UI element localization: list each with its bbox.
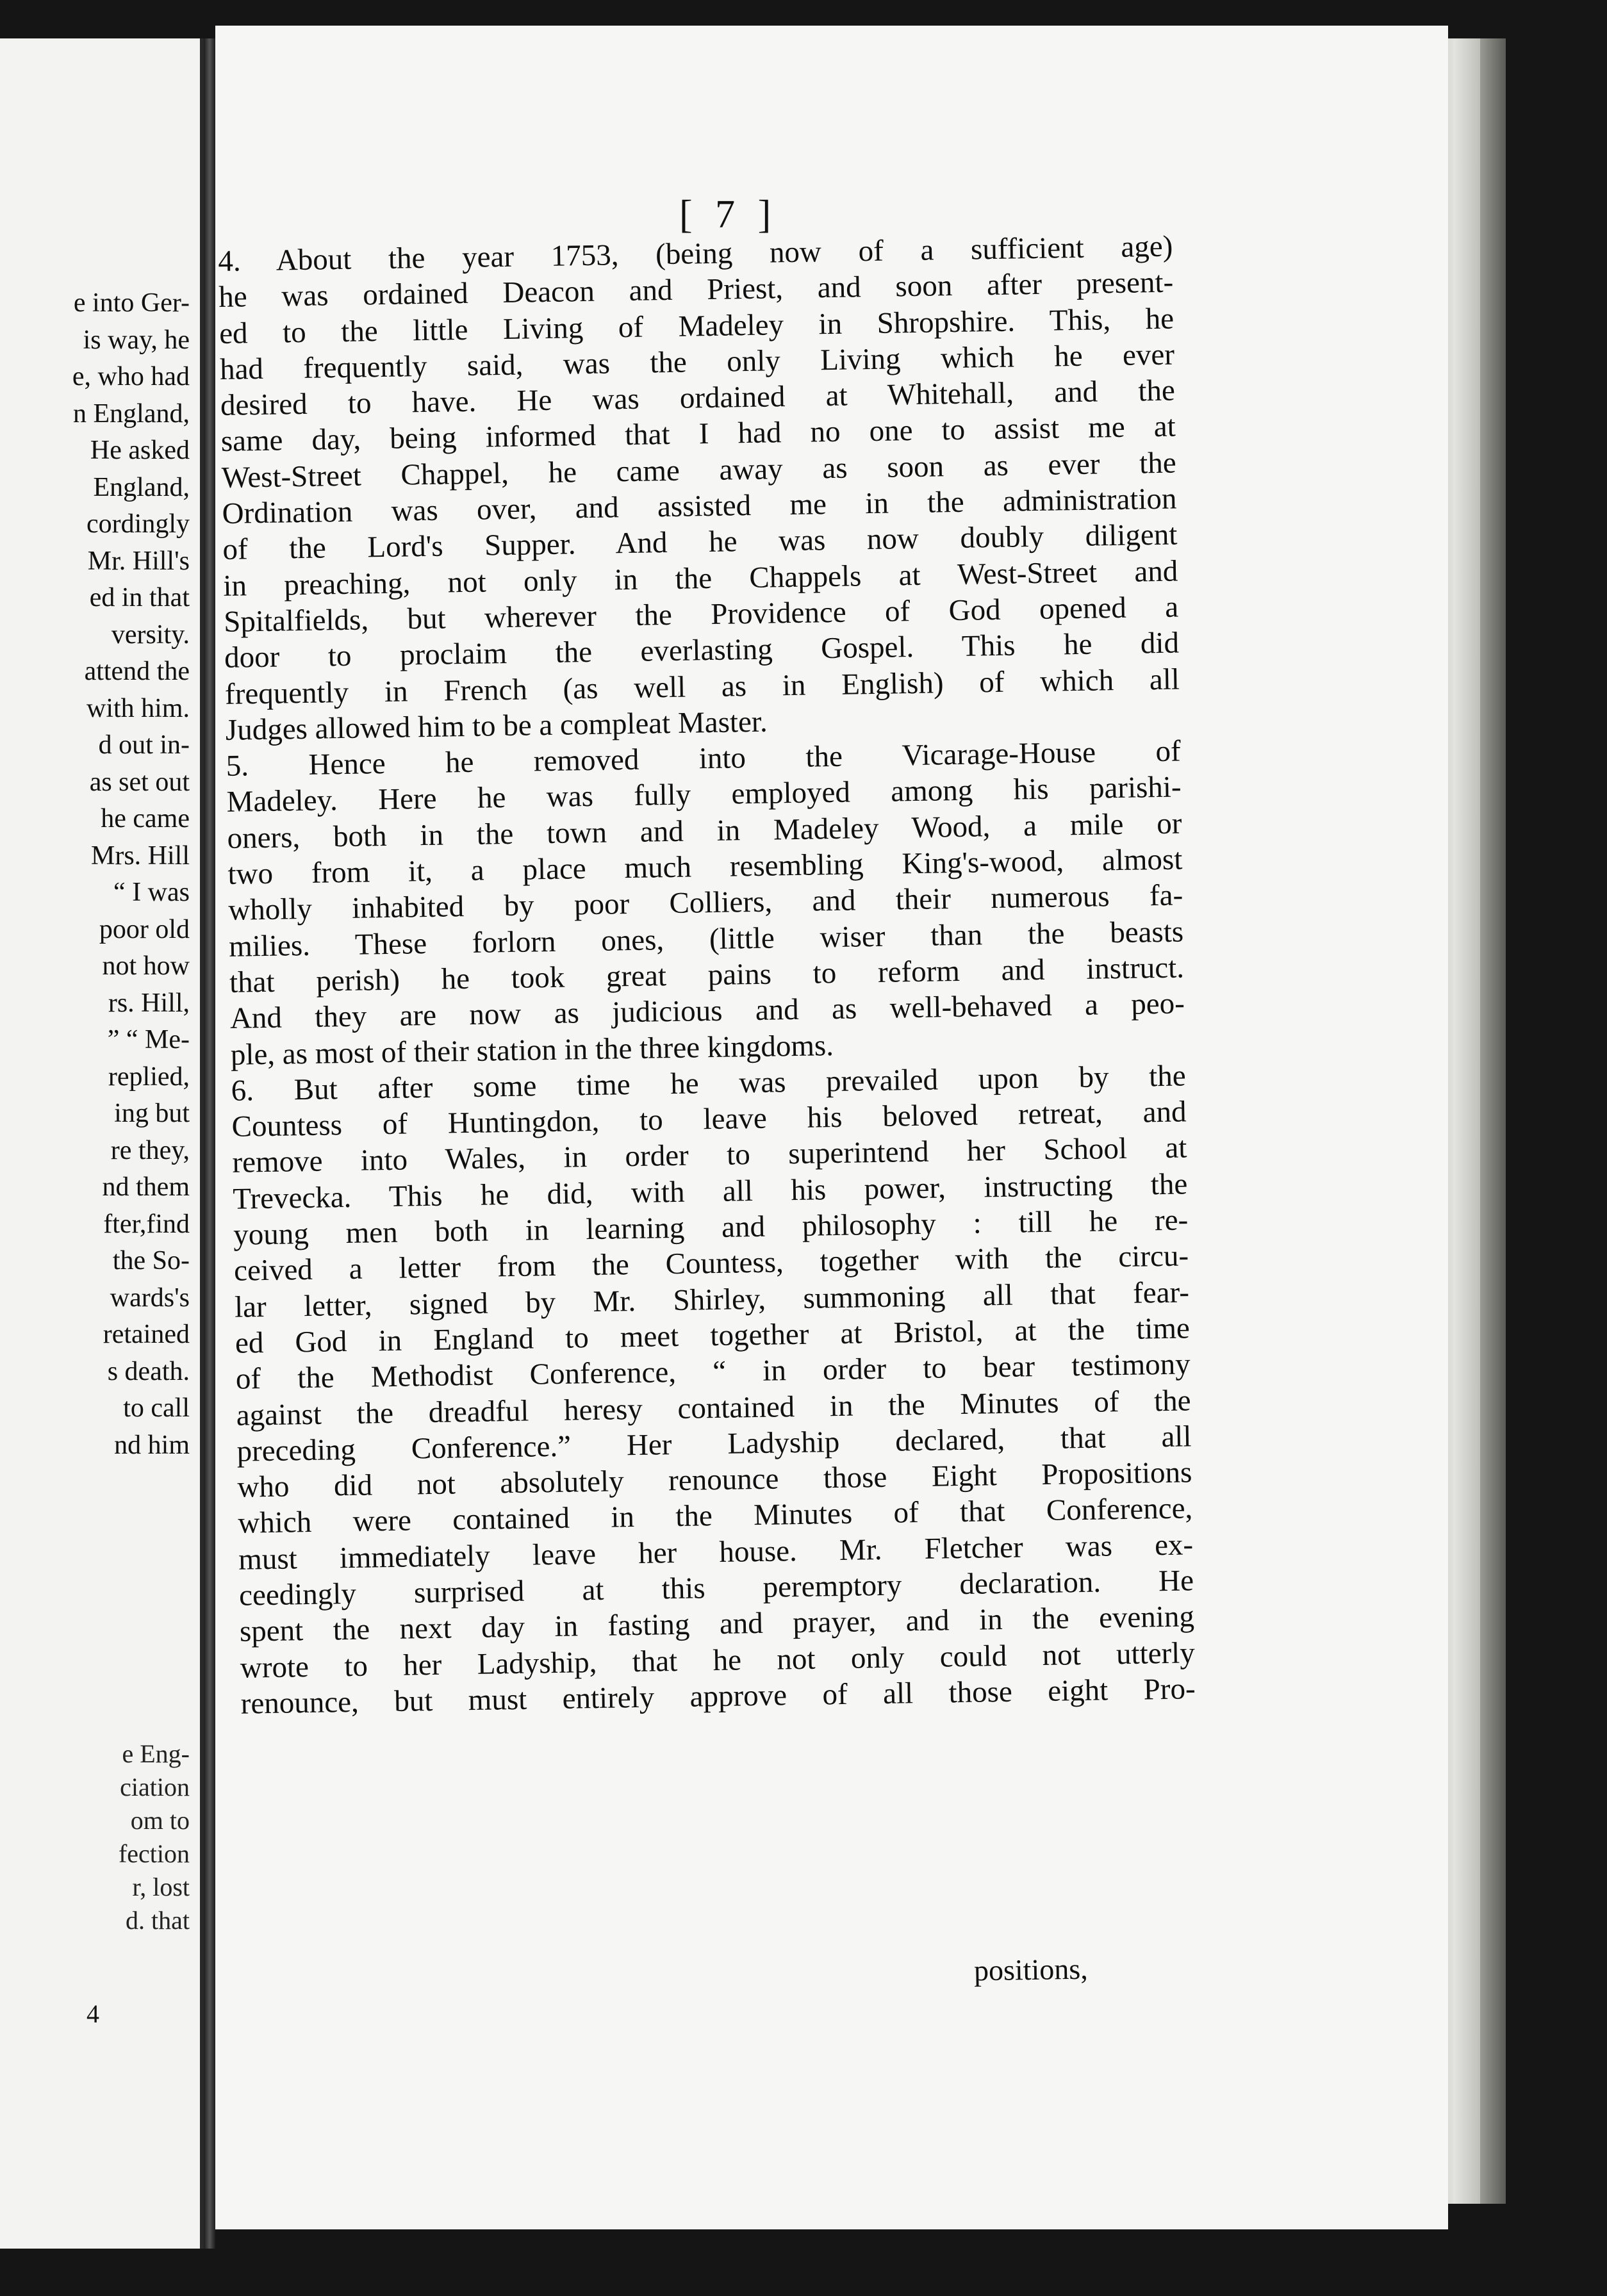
- left-page-line: e, who had: [72, 362, 190, 391]
- text-line: Ordination was over, and assisted me in the administration: [222, 482, 1177, 531]
- text-line: Judges allowed him to be a compleat Master.: [225, 705, 768, 747]
- left-page-line: the So-: [112, 1246, 190, 1275]
- text-line: ed to the little Living of Madeley in Shropshire. This, he: [218, 302, 1174, 350]
- text-line: Spitalfields, but wherever the Providence of God opened a: [223, 590, 1179, 639]
- left-page-line: fter,find: [103, 1209, 190, 1239]
- text-line: lar letter, signed by Mr. Shirley, summoning all that fear-: [234, 1275, 1190, 1324]
- text-line: oners, both in the town and in Madeley Wood, a mile or: [227, 807, 1182, 855]
- text-line: Countess of Huntingdon, to leave his beloved retreat, and: [231, 1095, 1187, 1144]
- text-line: West-Street Chappel, he came away as soon as ever the: [221, 446, 1176, 495]
- text-line: Trevecka. This he did, with all his power, instructing the: [233, 1167, 1188, 1216]
- left-page-line: poor old: [99, 914, 190, 944]
- text-line: against the dreadful heresy contained in the Minutes of the: [236, 1383, 1191, 1432]
- text-line: ple, as most of their station in the three kingdoms.: [230, 1028, 834, 1072]
- text-line: ceived a letter from the Countess, together with the circu-: [233, 1239, 1189, 1288]
- text-line: ed God in England to meet together at Bristol, at the time: [235, 1311, 1191, 1360]
- left-page-line: d. that: [126, 1906, 190, 1935]
- text-line: wrote to her Ladyship, that he not only could not utterly: [240, 1636, 1196, 1685]
- left-page-line: Mrs. Hill: [90, 840, 190, 871]
- left-page-line: ed in that: [89, 583, 190, 612]
- left-page-line: wards's: [110, 1283, 190, 1313]
- left-page-line: replied,: [108, 1062, 190, 1092]
- text-line: who did not absolutely renounce those Eight Propositions: [237, 1456, 1192, 1504]
- left-page-line: “ I was: [113, 878, 190, 907]
- text-line: milies. These forlorn ones, (little wiser than the beasts: [228, 915, 1184, 964]
- left-page-text-lower: [0, 1737, 196, 1937]
- left-page-line: cordingly: [87, 509, 190, 539]
- text-line: wholly inhabited by poor Colliers, and their numerous fa-: [227, 878, 1183, 928]
- left-page-line: e into Ger-: [73, 288, 190, 318]
- text-line: in preaching, not only in the Chappels at West-Street and: [222, 554, 1178, 603]
- catchword: positions,: [973, 1952, 1089, 1987]
- left-page-line: ciation: [120, 1773, 190, 1801]
- body-text: [218, 229, 1196, 1722]
- left-page-line: e Eng-: [122, 1739, 190, 1768]
- text-line: same day, being informed that I had no one to assist me at: [220, 410, 1176, 459]
- text-line: spent the next day in fasting and prayer, and in the evening: [239, 1600, 1195, 1649]
- text-line: frequently in French (as well as in English) of which all: [224, 662, 1180, 711]
- text-line: And they are now as judicious and as well-behaved a peo-: [229, 987, 1185, 1036]
- left-page-line: versity.: [111, 619, 190, 650]
- text-line: of the Methodist Conference, “ in order to bear testimony: [235, 1347, 1191, 1396]
- text-line: of the Lord's Supper. And he was now doubly diligent: [222, 518, 1178, 567]
- page-number: [ 7 ]: [679, 193, 778, 236]
- left-page-signature: 4: [87, 1999, 99, 2028]
- text-line: desired to have. He was ordained at Whitehall, and the: [220, 373, 1176, 423]
- left-page-line: s death.: [107, 1356, 190, 1386]
- text-line: remove into Wales, in order to superintend her School at: [232, 1131, 1187, 1180]
- left-page-line: not how: [102, 951, 190, 981]
- left-page-line: He asked: [90, 436, 190, 465]
- left-page-line: nd them: [102, 1172, 190, 1202]
- left-page-line: d out in-: [98, 730, 190, 760]
- text-line: 4. About the year 1753, (being now of a sufficient age): [218, 229, 1173, 278]
- left-page-line: r, lost: [132, 1873, 190, 1901]
- left-page-line: n England,: [73, 398, 190, 429]
- left-page-text: [0, 285, 196, 1464]
- text-line: 6. But after some time he was prevailed upon by the: [231, 1059, 1187, 1108]
- left-page-line: Mr. Hill's: [87, 546, 190, 576]
- text-line: had frequently said, was the only Living which he ever: [219, 338, 1175, 386]
- left-page-line: fection: [118, 1839, 190, 1868]
- text-line: which were contained in the Minutes of that Conference,: [237, 1491, 1193, 1541]
- text-line: two from it, a place much resembling King's-wood, almost: [227, 842, 1183, 891]
- text-line: renounce, but must entirely approve of all those eight Pro-: [240, 1672, 1196, 1721]
- text-line: preceding Conference.” Her Ladyship declared, that all: [236, 1420, 1192, 1468]
- left-page-line: retained: [103, 1320, 190, 1349]
- left-page-line: is way, he: [83, 325, 190, 355]
- left-page: [0, 38, 204, 2249]
- text-line: he was ordained Deacon and Priest, and soon after present-: [218, 265, 1174, 315]
- left-page-line: to call: [123, 1393, 190, 1423]
- text-line: ceedingly surprised at this peremptory declaration. He: [238, 1564, 1194, 1612]
- left-page-line: rs. Hill,: [108, 988, 190, 1018]
- text-line: Madeley. Here he was fully employed among his parishi-: [226, 770, 1182, 819]
- text-line: must immediately leave her house. Mr. Fletcher was ex-: [238, 1528, 1194, 1577]
- text-line: that perish) he took great pains to reform and instruct.: [229, 951, 1185, 999]
- text-line: young men both in learning and philosophy : till he re-: [233, 1203, 1189, 1252]
- left-page-line: as set out: [89, 767, 190, 797]
- left-page-line: re they,: [110, 1135, 190, 1165]
- left-page-line: om to: [130, 1806, 190, 1835]
- text-line: door to proclaim the everlasting Gospel. This he did: [224, 626, 1180, 675]
- book-gutter: [204, 38, 215, 2249]
- left-page-line: attend the: [84, 657, 190, 686]
- left-page-line: with him.: [86, 693, 190, 723]
- left-page-line: nd him: [114, 1430, 190, 1460]
- left-page-line: England,: [93, 472, 190, 502]
- left-page-line: ing but: [114, 1099, 190, 1128]
- left-page-line: ” “ Me-: [107, 1025, 190, 1054]
- text-line: 5. Hence he removed into the Vicarage-House of: [226, 734, 1182, 783]
- left-page-line: he came: [101, 804, 190, 833]
